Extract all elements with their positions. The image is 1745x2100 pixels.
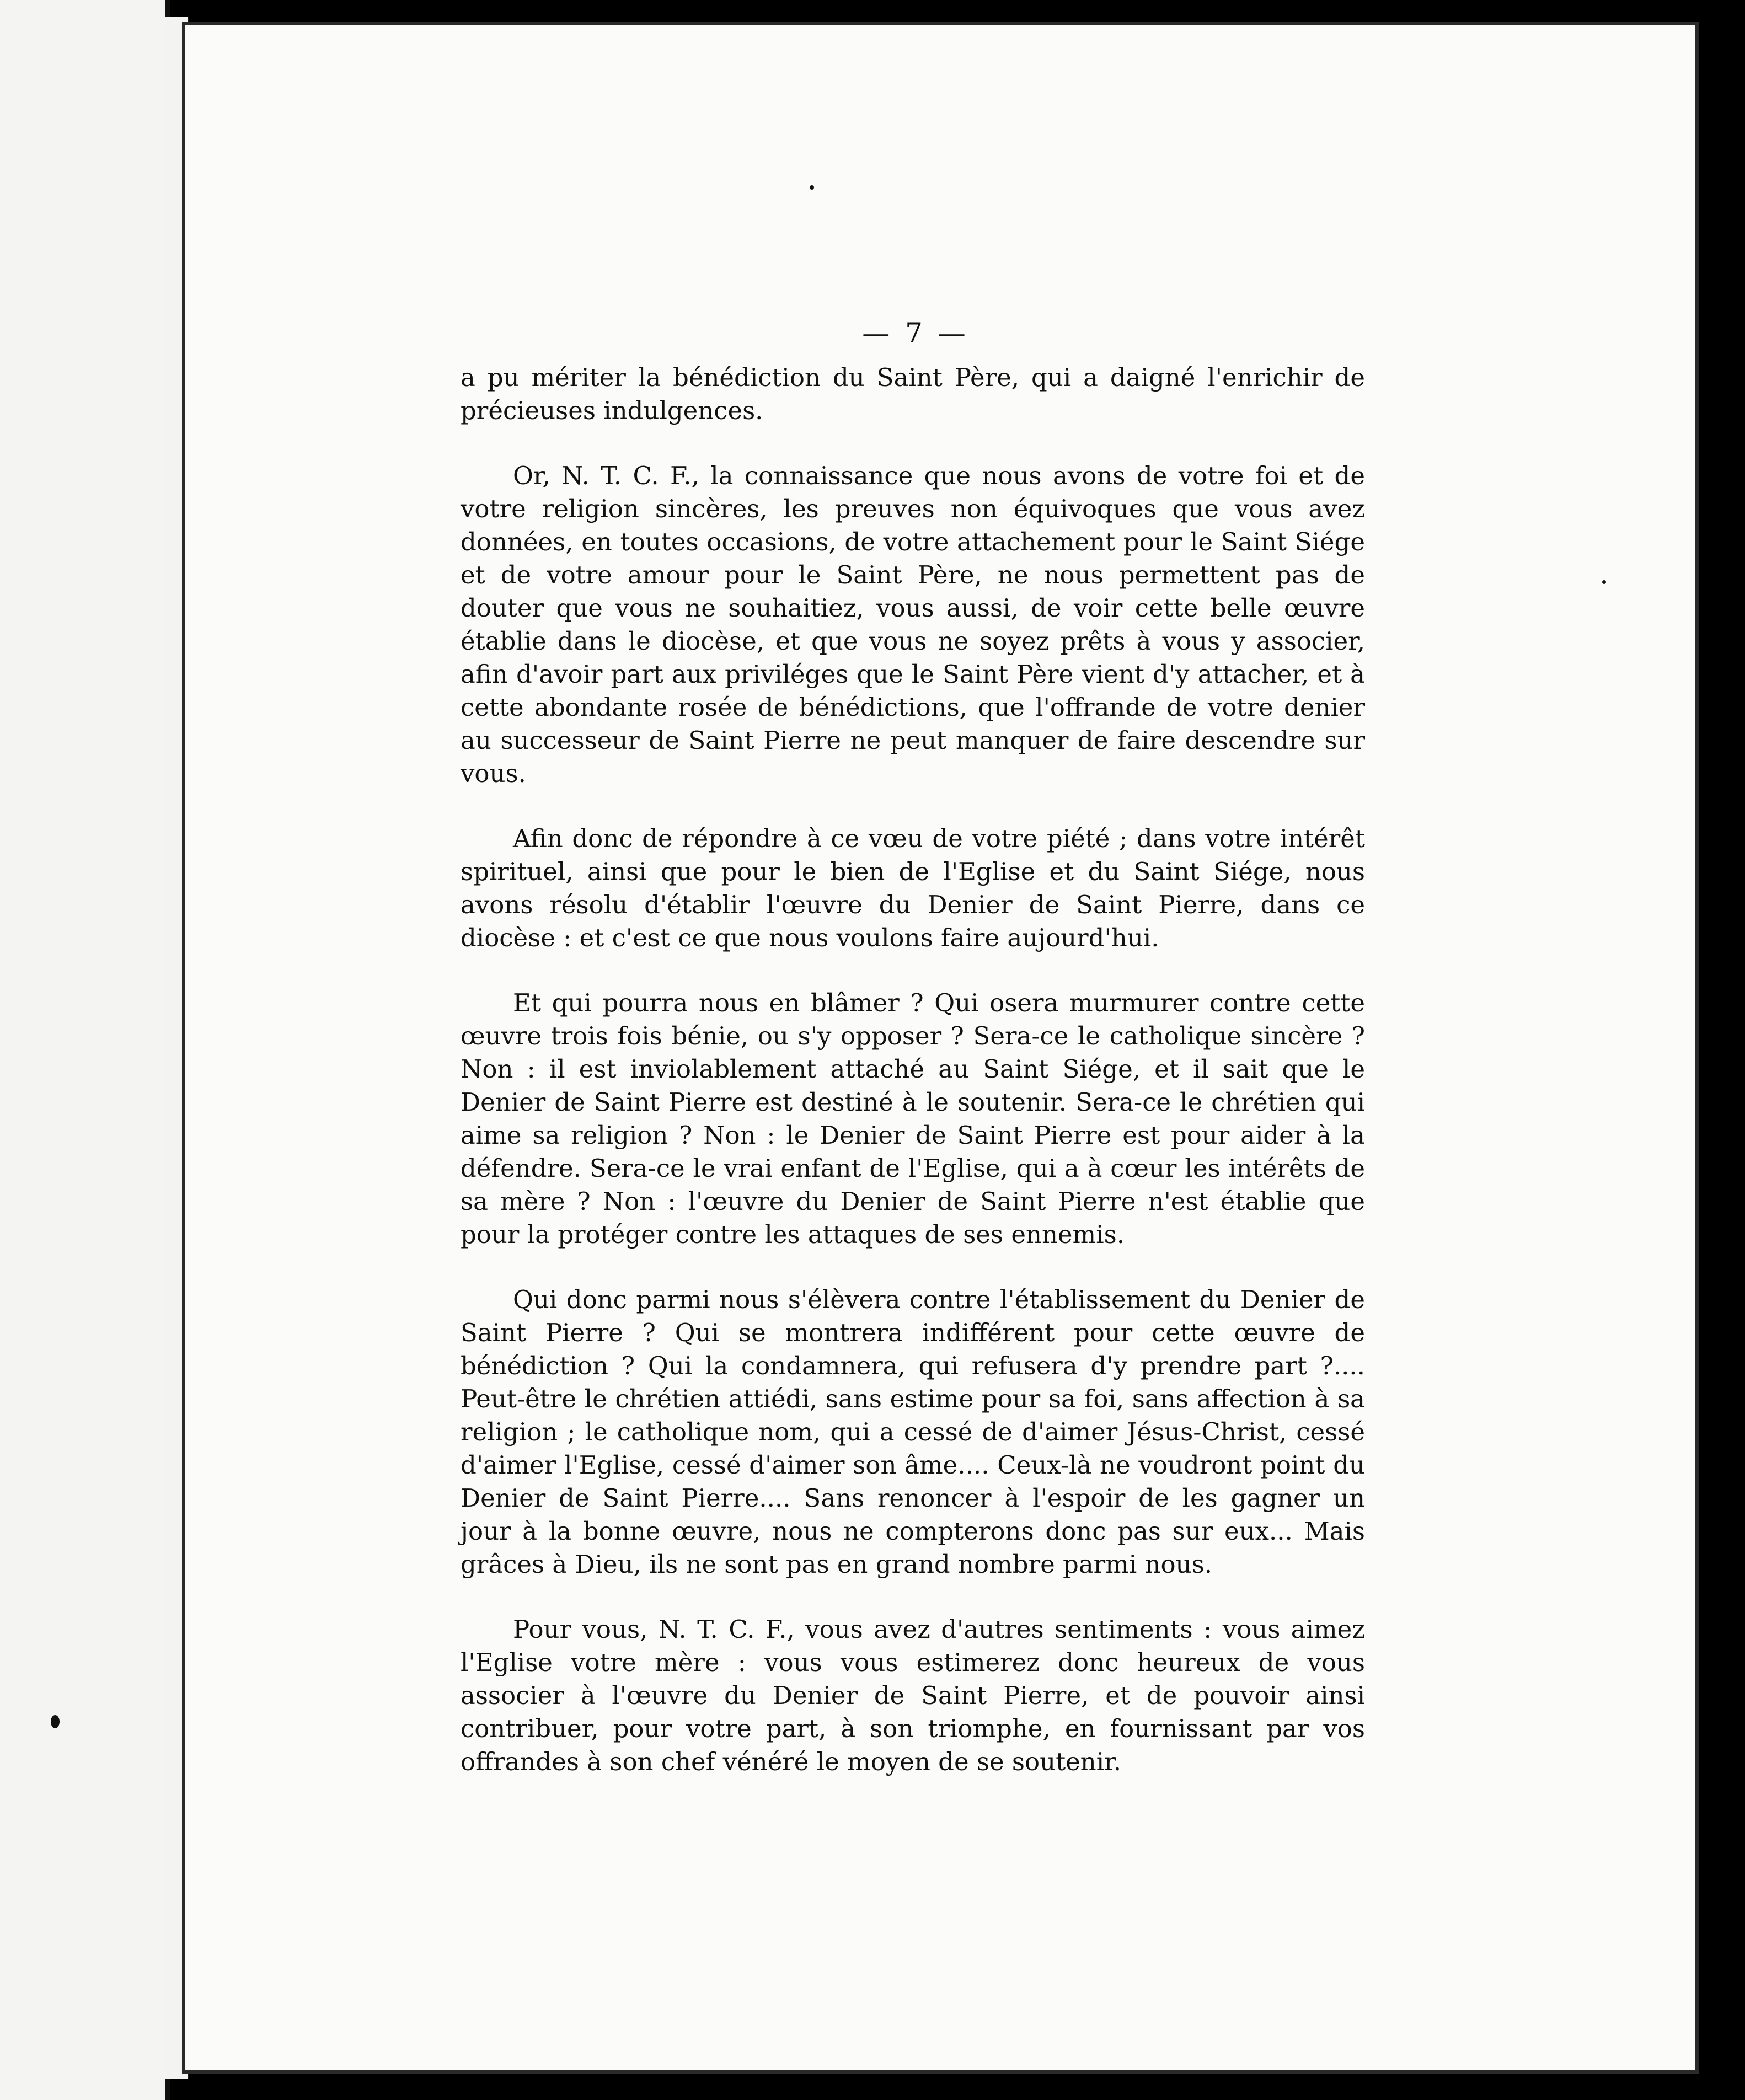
paragraph: Qui donc parmi nous s'élèvera contre l'établissement du Denier de Saint Pierre ? Qui se montrera indifférent pour cette œuvre de bénédiction ? Qui la condamnera, qui refusera d'y prendre part ?.... Peut-être le chrétien attiédi, sans estime pour sa foi, sans affection à sa religion ; le catholique nom, qui a cessé de d'aimer Jésus-Christ, cessé d'aimer l'Eglise, cessé d'aimer son âme.... Ceux-là ne voudront point du Denier de Saint Pierre.... Sans renoncer à l'espoir de les gagner un jour à la bonne œuvre, nous ne compterons donc pas sur eux... Mais grâces à Dieu, ils ne sont pas en grand nombre parmi nous. <box>461 1285 1365 1579</box>
paragraph: a pu mériter la bénédiction du Saint Père, qui a daigné l'enrichir de précieuses indulgences. <box>461 363 1365 425</box>
paragraph: Or, N. T. C. F., la connaissance que nous avons de votre foi et de votre religion sincères, les preuves non équivoques que vous avez données, en toutes occasions, de votre attachement pour le Saint Siége et de votre amour pour le Saint Père, ne nous permettent pas de douter que vous ne souhaitiez, vous aussi, de voir cette belle œuvre établie dans le diocèse, et que vous ne soyez prêts à vous y associer, afin d'avoir part aux priviléges que le Saint Père vient d'y attacher, et à cette abondante rosée de bénédictions, que l'offrande de votre denier au successeur de Saint Pierre ne peut manquer de faire descendre sur vous. <box>461 461 1365 788</box>
ink-speck <box>810 185 814 190</box>
body-text <box>461 361 1365 1810</box>
scan-border-right <box>1706 0 1745 2100</box>
paragraph: Pour vous, N. T. C. F., vous avez d'autres sentiments : vous aimez l'Eglise votre mère : vous vous estimerez donc heureux de vous associer à l'œuvre du Denier de Saint Pierre, et de pouvoir ainsi contribuer, pour votre part, à son triomphe, en fournissant par vos offrandes à son chef vénéré le moyen de se soutenir. <box>461 1615 1365 1776</box>
paragraph: Afin donc de répondre à ce vœu de votre piété ; dans votre intérêt spirituel, ainsi que pour le bien de l'Eglise et du Saint Siége, nous avons résolu d'établir l'œuvre du Denier de Saint Pierre, dans ce diocèse : et c'est ce que nous voulons faire aujourd'hui. <box>461 824 1365 952</box>
facing-page-edge <box>0 0 170 2100</box>
ink-speck <box>1602 580 1606 584</box>
page-number: — 7 — <box>862 317 969 349</box>
ink-speck <box>51 1715 60 1728</box>
paragraph: Et qui pourra nous en blâmer ? Qui osera murmurer contre cette œuvre trois fois bénie, ou s'y opposer ? Sera-ce le catholique sincère ? Non : il est inviolablement attaché au Saint Siége, et il sait que le Denier de Saint Pierre est destiné à le soutenir. Sera-ce le chrétien qui aime sa religion ? Non : le Denier de Saint Pierre est pour aider à la défendre. Sera-ce le vrai enfant de l'Eglise, qui a à cœur les intérêts de sa mère ? Non : l'œuvre du Denier de Saint Pierre n'est établie que pour la protéger contre les attaques de ses ennemis. <box>461 988 1365 1249</box>
